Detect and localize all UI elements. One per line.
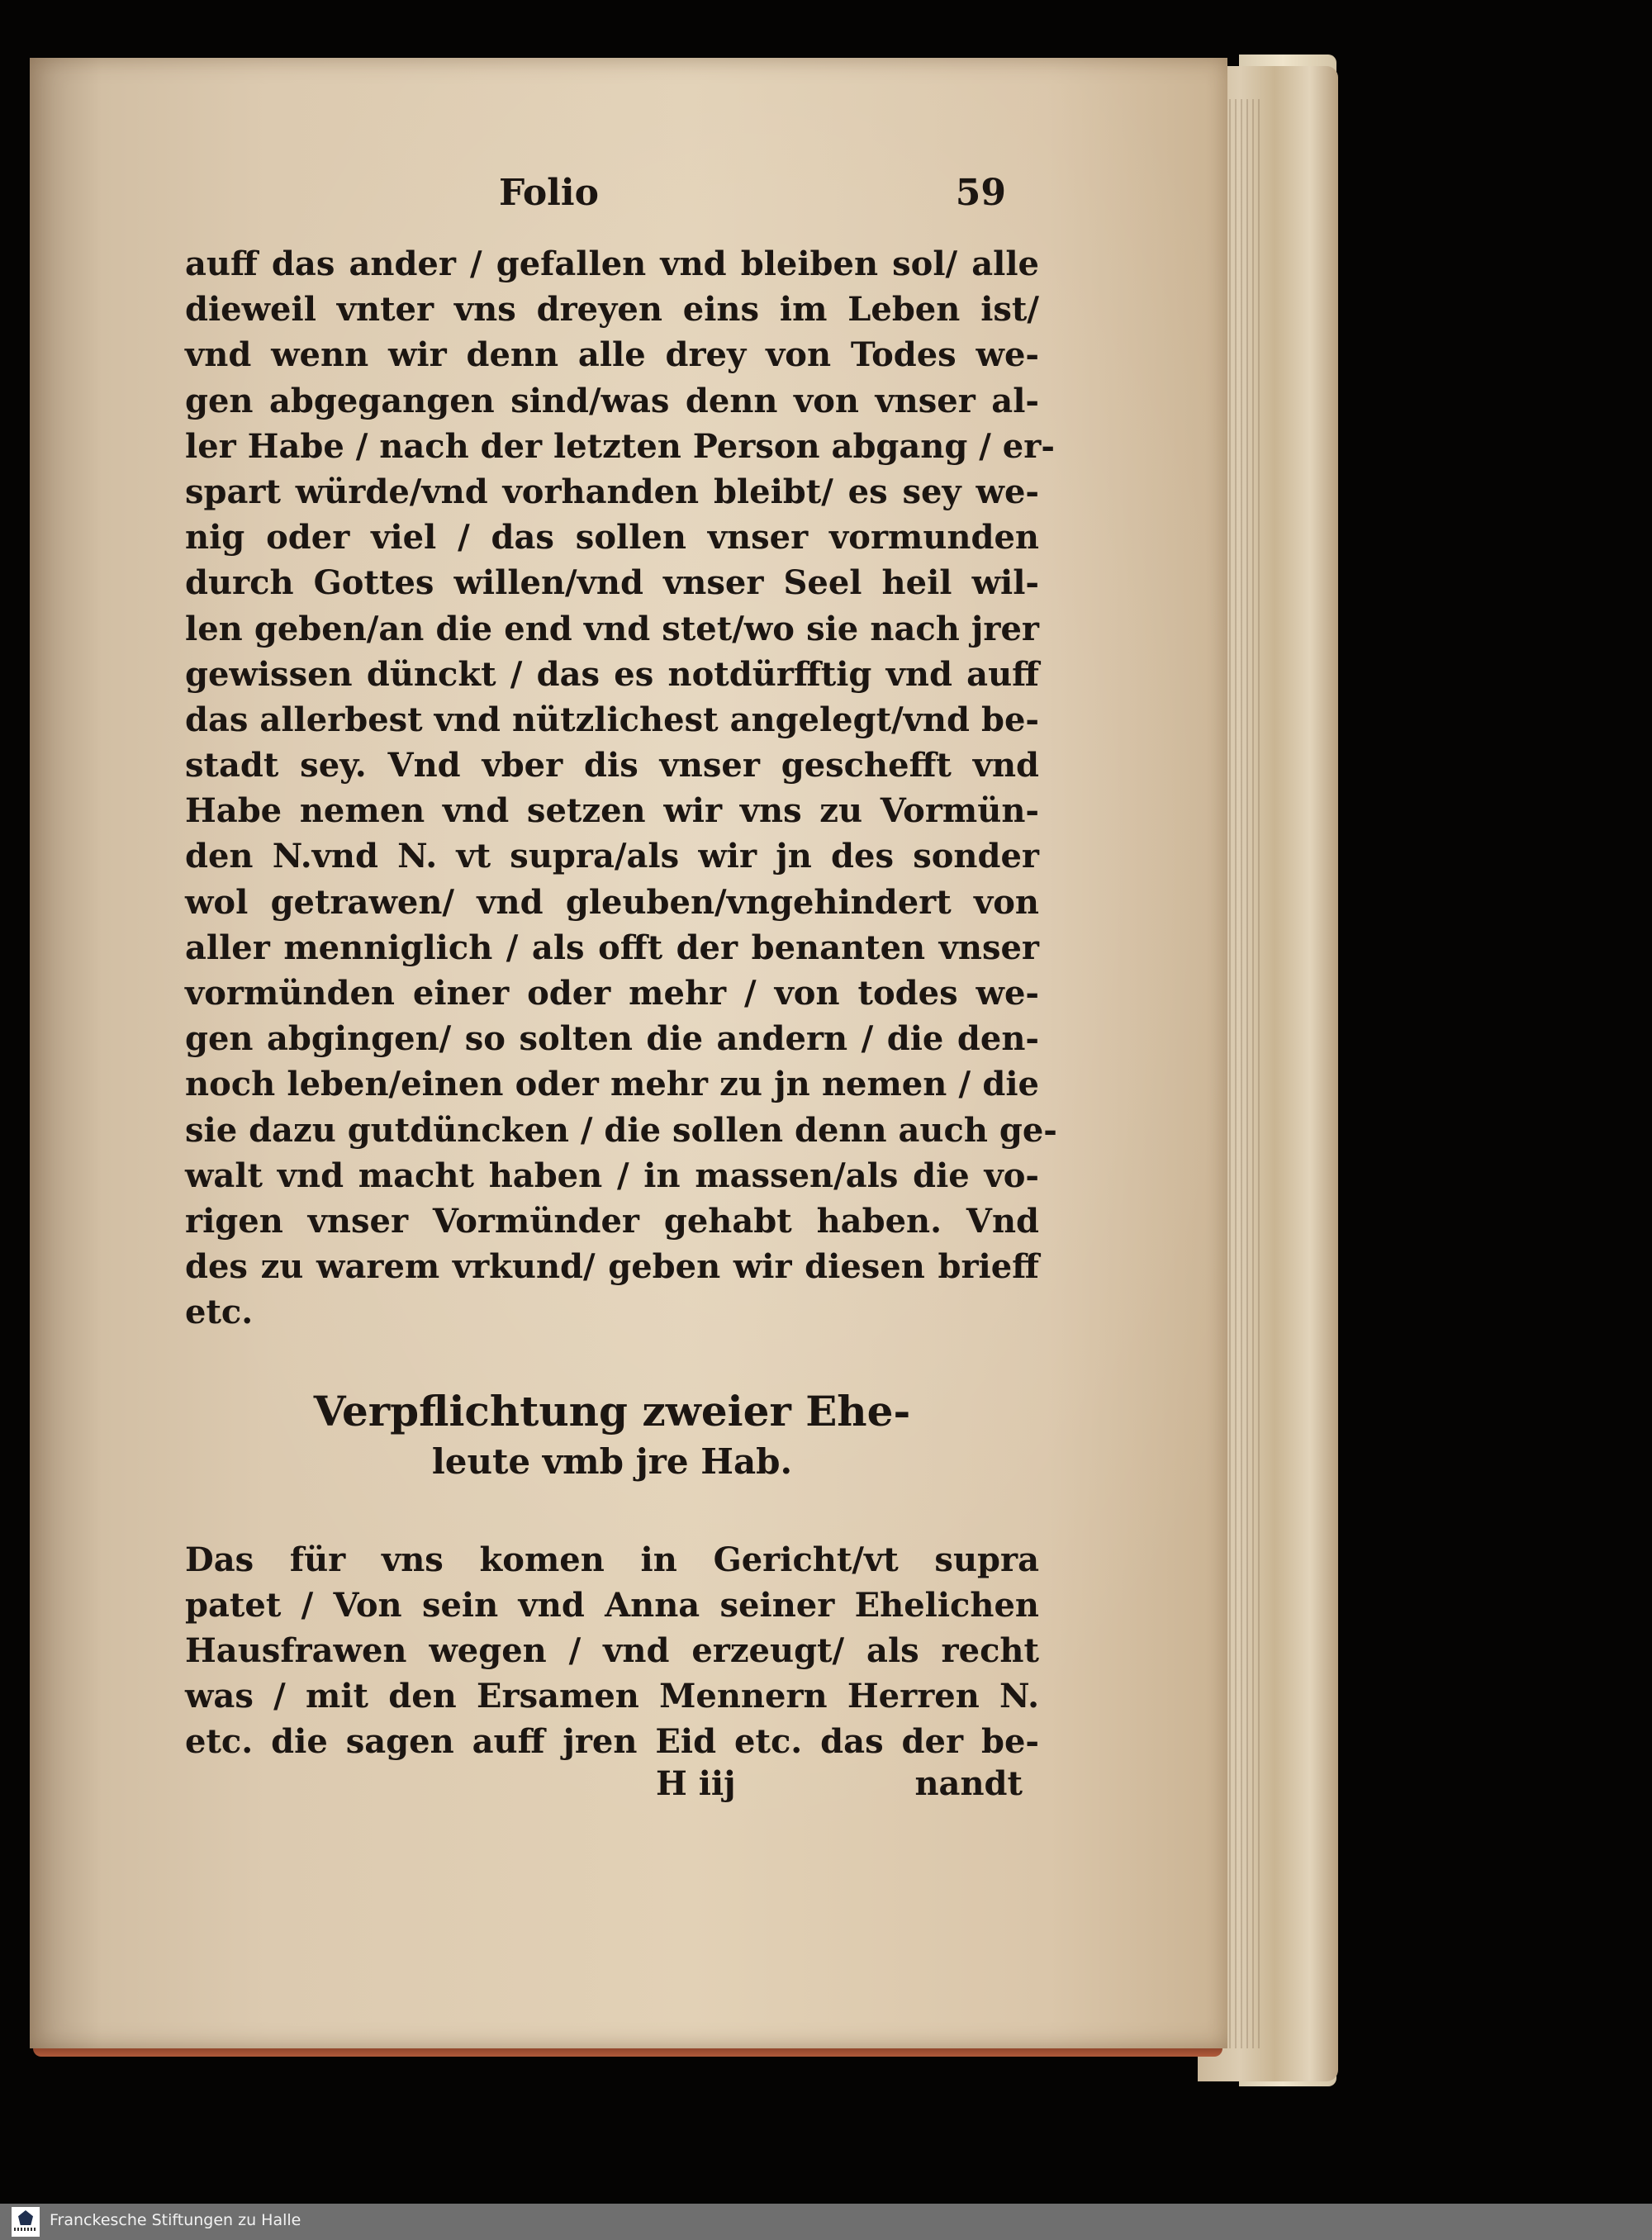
- catchword: nandt: [914, 1764, 1023, 1804]
- section-heading: [185, 1385, 1039, 1486]
- text-line: nig oder viel / das sollen vnser vormunden: [185, 518, 1039, 558]
- folio-number: 59: [955, 172, 1006, 214]
- text-line: Hausfrawen wegen / vnd erzeugt/ als recht: [185, 1630, 1039, 1670]
- signature-mark: H iij: [656, 1764, 736, 1804]
- text-line: des zu warem vrkund/ geben wir diesen brieff: [185, 1247, 1039, 1287]
- text-line: vnd wenn wir denn alle drey von Todes we-: [185, 335, 1039, 375]
- text-line: etc. die sagen auff jren Eid etc. das der be-: [185, 1722, 1039, 1762]
- text-line: spart würde/vnd vorhanden bleibt/ es sey we-: [185, 472, 1039, 511]
- paragraph-testament: [185, 241, 1057, 1336]
- text-line: stadt sey. Vnd vber dis vnser geschefft vnd: [185, 746, 1039, 785]
- text-line: len geben/an die end vnd stet/wo sie nach jrer: [185, 609, 1039, 648]
- text-line: gen abgingen/ so solten die andern / die den-: [185, 1019, 1039, 1059]
- text-line: dieweil vnter vns dreyen eins im Leben ist/: [185, 290, 1039, 330]
- text-line: walt vnd macht haben / in massen/als die vo-: [185, 1156, 1039, 1195]
- page-header: [185, 172, 1039, 241]
- book-page: [30, 58, 1227, 2048]
- running-head: Folio: [499, 172, 599, 214]
- text-line: rigen vnser Vormünder gehabt haben. Vnd: [185, 1201, 1039, 1241]
- footer-bar: [0, 2204, 1652, 2240]
- text-line: auff das ander / gefallen vnd bleiben sol/ alle: [185, 244, 1039, 283]
- text-line: sie dazu gutdüncken / die sollen denn auch ge-: [185, 1110, 1057, 1150]
- text-line: Das für vns komen in Gericht/vt supra: [185, 1540, 1039, 1579]
- text-line: noch leben/einen oder mehr zu jn nemen / die: [185, 1065, 1039, 1104]
- text-line: Habe nemen vnd setzen wir vns zu Vormün-: [185, 791, 1039, 831]
- page-foot: [185, 1764, 1039, 1814]
- text-line: ler Habe / nach der letzten Person abgang / er-: [185, 426, 1055, 466]
- text-line: aller menniglich / als offt der benanten vnser: [185, 928, 1039, 967]
- section-heading-line-2: leute vmb jre Hab.: [431, 1440, 793, 1482]
- text-line: wol getrawen/ vnd gleuben/vngehindert von: [185, 882, 1039, 922]
- section-heading-line-1: Verpflichtung zweier Ehe-: [313, 1386, 911, 1436]
- text-line: gewissen dünckt / das es notdürfftig vnd auff: [185, 654, 1039, 694]
- footer-institution: Franckesche Stiftungen zu Halle: [50, 2211, 301, 2229]
- page-text-block: [185, 172, 1057, 1814]
- paragraph-obligation: [185, 1537, 1039, 1765]
- institution-logo-icon: [12, 2207, 40, 2237]
- text-line: vormünden einer oder mehr / von todes we-: [185, 974, 1039, 1013]
- text-line: was / mit den Ersamen Mennern Herren N.: [185, 1677, 1039, 1716]
- text-line: gen abgegangen sind/was denn von vnser al-: [185, 381, 1039, 420]
- text-line: durch Gottes willen/vnd vnser Seel heil wil-: [185, 563, 1039, 603]
- text-line: etc.: [185, 1293, 254, 1332]
- text-line: das allerbest vnd nützlichest angelegt/vnd be-: [185, 700, 1039, 739]
- text-line: den N.vnd N. vt supra/als wir jn des sonder: [185, 837, 1039, 876]
- text-line: patet / Von sein vnd Anna seiner Ehelichen: [185, 1585, 1039, 1625]
